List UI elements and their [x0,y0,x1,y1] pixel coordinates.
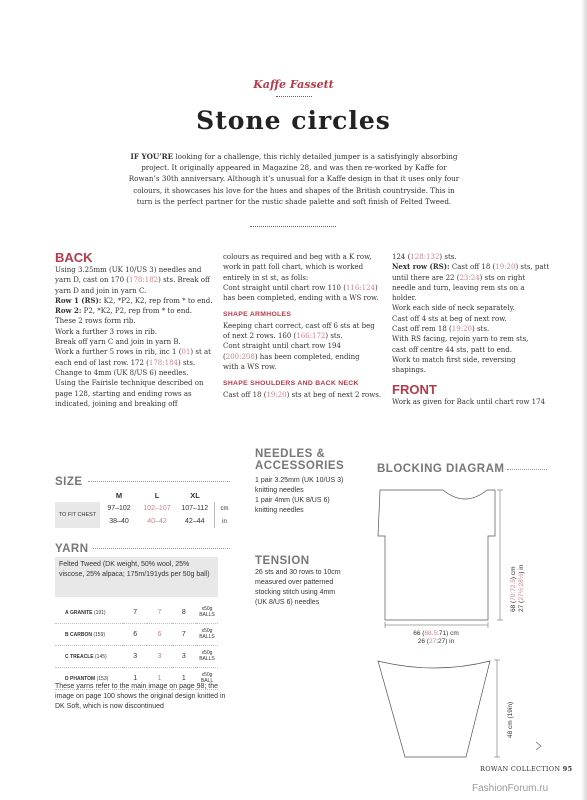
height-label-cm: 68 (70:72.5) cm [510,566,517,612]
page-edge-shadow [581,0,587,800]
pattern-line: Keeping chart correct, cast off 6 sts at beg [223,321,375,330]
back-line: Work a further 5 rows in rib, inc 1 (01) st at [55,348,211,357]
back-line: Work a further 3 rows in rib. [55,327,157,336]
shape-armholes-heading: SHAPE ARMHOLES [223,311,292,319]
needle-line: knitting needles [255,487,304,494]
intro-line: Rowan’s 30th anniversary. Although it’s unusual for a Kaffe design in that it uses only four [128,174,460,184]
yarn-unit: x50g BALLS [196,624,218,646]
yarn-shade: D PHANTOM (153) [55,668,123,690]
yarn-quantity: 3 [123,646,147,668]
intro-line: project. It originally appeared in Magazine 28, and was then re-worked by Kaffe for [141,163,447,173]
back-line: Using the Fairisle technique described on [55,379,204,388]
pattern-line: shapings. [392,366,426,375]
pattern-line: Cast off 18 (19:20) sts at beg of next 2 rows. [223,390,382,399]
size-cell: 102–107 [143,505,171,512]
pattern-line: With RS facing, rejoin yarn to rem sts, [392,335,529,344]
pattern-line: Cast off 4 sts at beg of next row. [392,314,507,323]
back-line: yarn D, cast on 170 (178:182) sts. Break off [55,276,210,285]
size-cell: 42–44 [185,518,205,525]
intro-line: looking for a challenge, this richly detailed jumper is a satisfyingly absorbing [173,152,458,161]
intro-lead: IF YOU’RE [130,152,174,161]
back-line: yarn D and join in yarn C. [55,286,147,295]
yarn-quantity: 1 [123,668,147,690]
pattern-line: Cont straight until chart row 110 (116:124) [223,283,378,292]
designer-name: Kaffe Fassett [253,78,334,91]
size-row-label: TO FIT CHEST [55,502,100,528]
intro-line: colours, it showcases his love for the hues and shapes of the British countryside. This in [133,185,455,195]
size-header: XL [190,491,200,500]
pattern-line: Work each side of neck separately. [392,304,515,313]
yarn-quantity: 3 [172,646,196,668]
pattern-line: Cast off rem 18 (19:20) sts. [392,325,490,334]
back-line: These 2 rows form rib. [55,317,136,326]
tension-heading: TENSION [255,555,310,567]
tension-line: 26 sts and 30 rows to 10cm [255,569,341,576]
back-line: indicated, joining and breaking off [55,399,178,408]
yarn-quantity: 6 [147,624,171,646]
tension-line: stocking stitch using 4mm [255,589,336,596]
sleeve-label: 48 cm (19in) [507,701,514,738]
front-heading: FRONT [392,381,437,397]
pattern-line: until there are 22 (23:24) sts on right [392,273,526,282]
watermark: FashionForum.ru [472,783,549,794]
size-cell: 40–42 [147,518,167,525]
yarn-quantity: 6 [123,624,147,646]
page-footer [480,765,572,773]
back-line: Using 3.25mm (UK 10/US 3) needles and [55,266,202,274]
pattern-line: colours as required and beg with a K row, [223,253,372,261]
yarn-shade: A GRANITE (191) [55,602,123,624]
yarn-unit: x50g BALLS [196,602,218,624]
pattern-line: Cont straight until chart row 194 [223,342,341,351]
pattern-line: with a WS row. [223,362,277,371]
next-arrow-icon [536,742,541,750]
intro-line: turn is the perfect partner for the rustic shade palette and soft finish of Felted Tweed. [136,196,452,206]
size-heading: SIZE [55,476,83,488]
yarn-quantity: 1 [147,668,171,690]
needles-heading-line: NEEDLES & [255,448,326,460]
yarn-quantity: 1 [172,668,196,690]
page-title: Stone circles [196,106,391,135]
yarn-description: Felted Tweed (DK weight, 50% wool, 25% viscose, 25% alpaca; 175m/191yds per 50g ball) [55,557,218,597]
back-line: page 128, starting and ending rows as [55,389,192,398]
sleeve-outline [378,661,490,757]
back-line: each end of last row. 172 (178:184) sts. [55,358,196,367]
pattern-line: Work to match first side, reversing [392,355,516,364]
height-label-in: 27 (27½:28½) in [518,564,525,612]
pattern-line: cast off centre 44 sts, patt to end. [392,345,512,354]
needle-line: 1 pair 4mm (UK 8/US 6) [255,497,330,504]
size-cell: 38–40 [109,518,129,525]
pattern-line: 124 (128:132) sts. [392,253,457,261]
needle-line: 1 pair 3.25mm (UK 10/US 3) [255,477,344,484]
page-number: 95 [562,765,573,773]
width-label-cm: 66 (68.5:71) cm [413,630,459,637]
yarn-quantity: 8 [172,602,196,624]
width-label-in: 26 (27:27) in [417,638,455,645]
size-header: M [115,491,123,500]
size-cell: 107–112 [181,505,209,512]
yarn-quantity: 7 [172,624,196,646]
back-line: Row 1 (RS): K2, *P2, K2, rep from * to end. [55,295,213,305]
tension-line: measured over patterned [255,579,334,586]
pattern-line: work in patt foll chart, which is worked [223,263,364,272]
back-line: Change to 4mm (UK 8/US 6) needles. [55,368,189,377]
yarn-unit: x50g BALLS [196,646,218,668]
collection-name: ROWAN COLLECTION [480,765,561,773]
unit-label: cm [214,502,235,515]
yarn-note: These yarns refer to the main image on page 98; the image on page 100 shows the original design knitted in DK Soft, which is now discontinued [55,683,226,710]
pattern-line: (200:208) has been completed, ending [223,352,360,361]
yarn-shade: B CARBON (159) [55,624,123,646]
pattern-line: of next 2 rows. 160 (166:172) sts. [223,332,343,341]
needles-heading-line: ACCESSORIES [255,460,345,472]
unit-label: in [214,515,235,528]
size-header: L [154,491,160,500]
body-outline [378,490,495,620]
yarn-quantity: 3 [147,646,171,668]
size-cell: 97–102 [107,505,131,512]
back-line: Break off yarn C and join in yarn B. [55,338,181,347]
needle-line: knitting needles [255,507,304,514]
yarn-heading: YARN [55,543,89,555]
yarn-quantity: 7 [147,602,171,624]
tension-line: (UK 8/US 6) needles [255,599,320,606]
pattern-line: needle and turn, leaving rem sts on a [392,283,525,292]
pattern-line: has been completed, ending with a WS row. [223,294,379,303]
back-heading: BACK [55,250,93,265]
back-line: Row 2: P2, *K2, P2, rep from * to end. [55,306,193,316]
pattern-line: holder. [392,294,417,303]
yarn-quantity: 7 [123,602,147,624]
pattern-line: entirely in st st, as folls: [223,273,309,282]
shape-shoulders-heading: SHAPE SHOULDERS AND BACK NECK [223,380,359,388]
pattern-line: Work as given for Back until chart row 174 [392,397,546,406]
yarn-shade: C TREACLE (145) [55,646,123,668]
pattern-line: Next row (RS): Cast off 18 (19:20) sts, patt [392,262,550,272]
yarn-unit: x50g BALL [196,668,218,690]
blocking-diagram-heading: BLOCKING DIAGRAM [377,463,505,475]
